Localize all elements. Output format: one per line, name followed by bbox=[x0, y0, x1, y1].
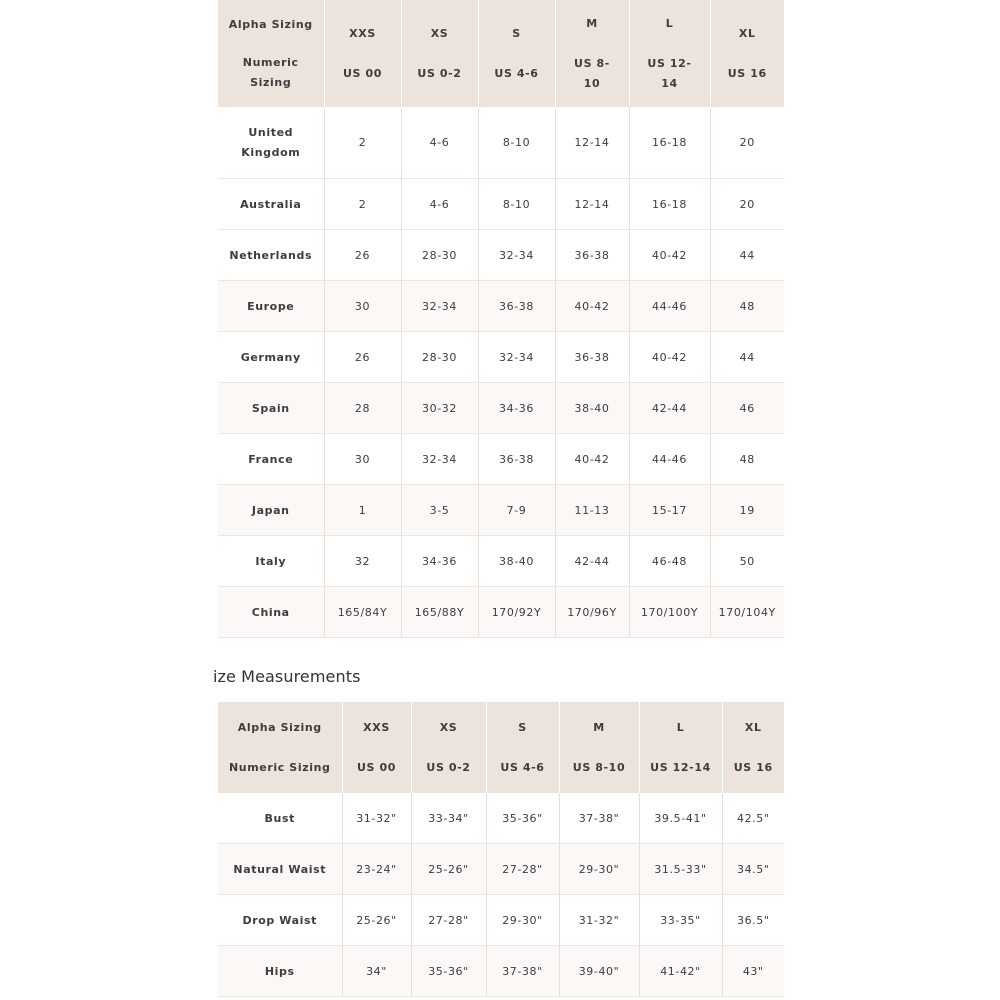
table-cell: 28 bbox=[324, 383, 401, 434]
table-cell: 32-34 bbox=[401, 281, 478, 332]
table-cell: 31-32" bbox=[559, 895, 639, 946]
table-cell: 23-24" bbox=[342, 844, 411, 895]
header-col-s bbox=[486, 702, 559, 793]
table-cell: 7-9 bbox=[478, 485, 555, 536]
alpha-size: S bbox=[512, 26, 521, 40]
numeric-size: US 4-6 bbox=[494, 66, 539, 80]
row-label: Japan bbox=[218, 485, 324, 536]
alpha-size: XXS bbox=[349, 26, 376, 40]
table-row bbox=[218, 485, 784, 536]
row-label: Drop Waist bbox=[218, 895, 342, 946]
alpha-size: XS bbox=[430, 26, 449, 40]
alpha-size: XXS bbox=[363, 720, 390, 734]
size-measurements-table bbox=[218, 702, 784, 997]
table-row bbox=[218, 793, 784, 844]
table-cell: 36-38 bbox=[478, 281, 555, 332]
table-cell: 32 bbox=[324, 536, 401, 587]
numeric-sizing-label-line-2: Sizing bbox=[250, 75, 292, 89]
row-label-line-1: United bbox=[248, 125, 294, 139]
table-cell: 34-36 bbox=[401, 536, 478, 587]
table-cell: 39-40" bbox=[559, 946, 639, 997]
table-cell: 31.5-33" bbox=[639, 844, 722, 895]
alpha-size: XL bbox=[738, 26, 756, 40]
numeric-size: US 16 bbox=[727, 66, 767, 80]
table-row bbox=[218, 587, 784, 638]
table-row bbox=[218, 107, 784, 179]
table-cell: 50 bbox=[710, 536, 784, 587]
table-cell: 25-26" bbox=[411, 844, 486, 895]
header-col-m bbox=[555, 0, 629, 107]
row-label: Italy bbox=[218, 536, 324, 587]
table-cell: 33-35" bbox=[639, 895, 722, 946]
numeric-size: US 0-2 bbox=[426, 760, 471, 774]
table-cell: 170/92Y bbox=[478, 587, 555, 638]
alpha-sizing-label: Alpha Sizing bbox=[228, 17, 313, 31]
numeric-size-line-1: US 12- bbox=[647, 56, 692, 70]
table-row bbox=[218, 844, 784, 895]
table-cell: 34.5" bbox=[722, 844, 784, 895]
table-cell: 40-42 bbox=[555, 434, 629, 485]
table-cell: 11-13 bbox=[555, 485, 629, 536]
alpha-size: M bbox=[593, 720, 605, 734]
table-cell: 165/88Y bbox=[401, 587, 478, 638]
table-cell: 38-40 bbox=[555, 383, 629, 434]
numeric-size-line-2: 14 bbox=[661, 76, 678, 90]
table-cell: 20 bbox=[710, 107, 784, 179]
table-cell: 30 bbox=[324, 434, 401, 485]
table-cell: 19 bbox=[710, 485, 784, 536]
table-row bbox=[218, 281, 784, 332]
table-cell: 20 bbox=[710, 179, 784, 230]
table-cell: 34-36 bbox=[478, 383, 555, 434]
table-cell: 34" bbox=[342, 946, 411, 997]
table-cell: 25-26" bbox=[342, 895, 411, 946]
table-cell: 48 bbox=[710, 434, 784, 485]
table-cell: 48 bbox=[710, 281, 784, 332]
table-row bbox=[218, 332, 784, 383]
table-cell: 29-30" bbox=[559, 844, 639, 895]
table-cell: 2 bbox=[324, 107, 401, 179]
numeric-size: US 16 bbox=[733, 760, 773, 774]
row-label: France bbox=[218, 434, 324, 485]
table-cell: 28-30 bbox=[401, 230, 478, 281]
table-cell: 165/84Y bbox=[324, 587, 401, 638]
table-cell: 44 bbox=[710, 332, 784, 383]
header-col-xs bbox=[411, 702, 486, 793]
table-cell: 40-42 bbox=[629, 332, 710, 383]
table-row bbox=[218, 179, 784, 230]
table-cell: 16-18 bbox=[629, 107, 710, 179]
table-cell: 27-28" bbox=[411, 895, 486, 946]
table-cell: 12-14 bbox=[555, 179, 629, 230]
measurements-header-row bbox=[218, 702, 784, 793]
numeric-size-line-2: 10 bbox=[583, 76, 601, 90]
table-cell: 41-42" bbox=[639, 946, 722, 997]
table-cell: 37-38" bbox=[486, 946, 559, 997]
table-cell: 44-46 bbox=[629, 434, 710, 485]
row-label: Netherlands bbox=[218, 230, 324, 281]
table-cell: 8-10 bbox=[478, 179, 555, 230]
table-cell: 1 bbox=[324, 485, 401, 536]
table-cell: 30-32 bbox=[401, 383, 478, 434]
alpha-size: XS bbox=[439, 720, 458, 734]
table-cell: 36.5" bbox=[722, 895, 784, 946]
row-label: Europe bbox=[218, 281, 324, 332]
numeric-sizing-label-line-1: Numeric bbox=[242, 55, 299, 69]
table-cell: 170/96Y bbox=[555, 587, 629, 638]
row-label: Natural Waist bbox=[218, 844, 342, 895]
table-cell: 170/104Y bbox=[710, 587, 784, 638]
table-cell: 32-34 bbox=[478, 230, 555, 281]
numeric-size: US 12-14 bbox=[650, 760, 711, 774]
table-cell: 38-40 bbox=[478, 536, 555, 587]
size-measurements-heading: ize Measurements bbox=[213, 667, 361, 686]
table-cell: 40-42 bbox=[555, 281, 629, 332]
table-cell: 42-44 bbox=[555, 536, 629, 587]
table-cell: 42.5" bbox=[722, 793, 784, 844]
table-cell: 43" bbox=[722, 946, 784, 997]
table-cell: 26 bbox=[324, 332, 401, 383]
header-col-xl bbox=[722, 702, 784, 793]
table-cell: 46-48 bbox=[629, 536, 710, 587]
row-label: Australia bbox=[218, 179, 324, 230]
table-cell: 170/100Y bbox=[629, 587, 710, 638]
table-cell: 4-6 bbox=[401, 107, 478, 179]
table-cell: 46 bbox=[710, 383, 784, 434]
table-row bbox=[218, 434, 784, 485]
row-label-line-2: Kingdom bbox=[241, 145, 301, 159]
alpha-size: M bbox=[586, 16, 598, 30]
header-col-s bbox=[478, 0, 555, 107]
header-col-xl bbox=[710, 0, 784, 107]
alpha-size: S bbox=[518, 720, 527, 734]
table-cell: 44 bbox=[710, 230, 784, 281]
table-cell: 42-44 bbox=[629, 383, 710, 434]
table-cell: 33-34" bbox=[411, 793, 486, 844]
table-cell: 35-36" bbox=[411, 946, 486, 997]
table-cell: 15-17 bbox=[629, 485, 710, 536]
table-cell: 26 bbox=[324, 230, 401, 281]
numeric-size: US 00 bbox=[343, 66, 382, 80]
table-cell: 31-32" bbox=[342, 793, 411, 844]
header-col-xxs bbox=[324, 0, 401, 107]
table-cell: 28-30 bbox=[401, 332, 478, 383]
row-label bbox=[218, 107, 324, 179]
row-label: Bust bbox=[218, 793, 342, 844]
row-label: Spain bbox=[218, 383, 324, 434]
numeric-size: US 4-6 bbox=[500, 760, 545, 774]
table-row bbox=[218, 536, 784, 587]
table-cell: 27-28" bbox=[486, 844, 559, 895]
header-col-m bbox=[559, 702, 639, 793]
table-cell: 29-30" bbox=[486, 895, 559, 946]
table-cell: 2 bbox=[324, 179, 401, 230]
header-col-xxs bbox=[342, 702, 411, 793]
header-col-l bbox=[639, 702, 722, 793]
table-cell: 3-5 bbox=[401, 485, 478, 536]
table-row bbox=[218, 230, 784, 281]
table-cell: 8-10 bbox=[478, 107, 555, 179]
header-col-xs bbox=[401, 0, 478, 107]
table-cell: 36-38 bbox=[555, 230, 629, 281]
table-cell: 39.5-41" bbox=[639, 793, 722, 844]
table-cell: 40-42 bbox=[629, 230, 710, 281]
table-cell: 30 bbox=[324, 281, 401, 332]
table-cell: 16-18 bbox=[629, 179, 710, 230]
numeric-size: US 0-2 bbox=[417, 66, 462, 80]
table-cell: 36-38 bbox=[478, 434, 555, 485]
row-label: Hips bbox=[218, 946, 342, 997]
table-row bbox=[218, 895, 784, 946]
alpha-size: L bbox=[665, 16, 674, 30]
table-cell: 32-34 bbox=[401, 434, 478, 485]
table-row bbox=[218, 946, 784, 997]
table-row bbox=[218, 383, 784, 434]
table-cell: 35-36" bbox=[486, 793, 559, 844]
numeric-size-line-1: US 8- bbox=[574, 56, 610, 70]
row-label: China bbox=[218, 587, 324, 638]
table-cell: 32-34 bbox=[478, 332, 555, 383]
table-cell: 12-14 bbox=[555, 107, 629, 179]
table-cell: 37-38" bbox=[559, 793, 639, 844]
alpha-sizing-label: Alpha Sizing bbox=[237, 720, 322, 734]
row-label: Germany bbox=[218, 332, 324, 383]
header-row-labels bbox=[218, 0, 324, 107]
sizing-header-row bbox=[218, 0, 784, 107]
table-cell: 44-46 bbox=[629, 281, 710, 332]
numeric-sizing-label: Numeric Sizing bbox=[229, 760, 331, 774]
header-row-labels bbox=[218, 702, 342, 793]
table-cell: 36-38 bbox=[555, 332, 629, 383]
header-col-l bbox=[629, 0, 710, 107]
alpha-size: L bbox=[676, 720, 685, 734]
table-cell: 4-6 bbox=[401, 179, 478, 230]
numeric-size: US 00 bbox=[357, 760, 396, 774]
alpha-size: XL bbox=[744, 720, 762, 734]
international-sizing-table bbox=[218, 0, 784, 638]
numeric-size: US 8-10 bbox=[572, 760, 626, 774]
